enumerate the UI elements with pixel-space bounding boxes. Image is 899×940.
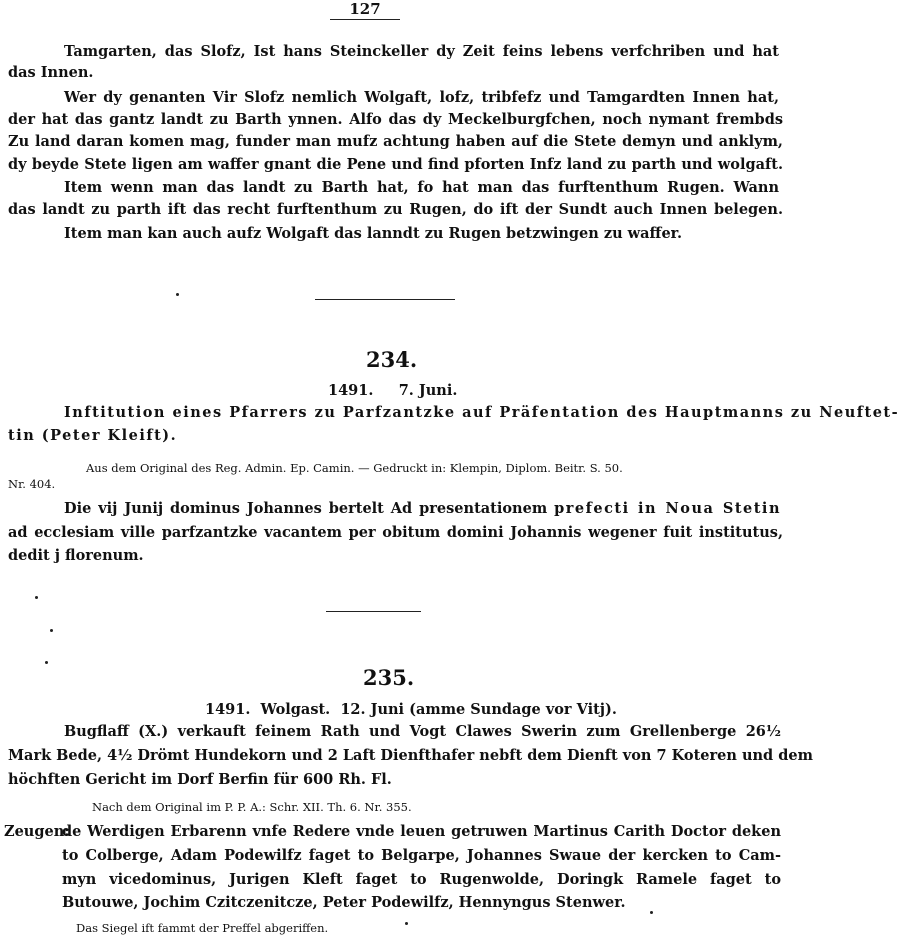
text-span-spaced: prefecti in Noua Stetin [554, 500, 781, 517]
witness-line: de Werdigen Erbarenn vnfe Redere vnde leuen getruwen Martinus Carith Doctor deken [62, 823, 781, 840]
witness-line: to Colberge, Adam Podewilfz faget to Belgarpe, Johannes Swaue der kercken to Cam- [62, 847, 781, 864]
regest-line: höchften Gericht im Dorf Berfin für 600 Rh. Fl. [8, 771, 392, 788]
regest-line: Bugflaff (X.) verkauft feinem Rath und Vogt Clawes Swerin zum Grellenberge 26½ [64, 723, 781, 740]
source-note: Nr. 404. [8, 477, 56, 491]
speck-mark [405, 922, 408, 925]
text-line: Wer dy genanten Vir Slofz nemlich Wolgaft, lofz, tribfefz und Tamgardten Innen hat, [64, 89, 779, 106]
regest-line: tin (Peter Kleift). [8, 427, 178, 444]
seal-note: Das Siegel ift fammt der Preffel abgeriffen. [76, 921, 329, 935]
document-date: 1491. Wolgast. 12. Juni (amme Sundage vor Vitj). [205, 701, 617, 718]
text-line: dedit j florenum. [8, 547, 144, 564]
date-day: 7. Juni. [398, 382, 458, 399]
speck-mark [45, 661, 48, 664]
text-line: der hat das gantz landt zu Barth ynnen. Alfo das dy Meckelburgfchen, noch nymant frembds [8, 111, 783, 128]
text-line: Item wenn man das landt zu Barth hat, fo hat man das furftenthum Rugen. Wann [64, 179, 779, 196]
speck-mark [176, 293, 179, 296]
regest-line: Mark Bede, 4½ Drömt Hundekorn und 2 Laft Dienfthafer nebft dem Dienft von 7 Koteren und dem [8, 747, 813, 764]
date-year: 1491. [328, 382, 374, 399]
document-number: 235. [363, 665, 415, 690]
text-line [64, 499, 781, 519]
source-note: Aus dem Original des Reg. Admin. Ep. Camin. — Gedruckt in: Klempin, Diplom. Beitr. S. 50. [86, 461, 623, 475]
text-line: Item man kan auch aufz Wolgaft das lanndt zu Rugen betzwingen zu waffer. [64, 225, 683, 242]
text-line: das Innen. [8, 64, 94, 81]
speck-mark [50, 629, 53, 632]
witnesses-label: Zeugen: [4, 823, 70, 840]
source-note: Nach dem Original im P. P. A.: Schr. XII. Th. 6. Nr. 355. [92, 800, 412, 814]
regest-line: Inftitution eines Pfarrers zu Parfzantzke auf Präfentation des Hauptmanns zu Neuftet- [64, 404, 899, 421]
page-number: 127 [349, 0, 381, 18]
text-line: das landt zu parth ift das recht furftenthum zu Rugen, do ift der Sundt auch Innen belegen. [8, 201, 783, 218]
speck-mark [35, 596, 38, 599]
header-rule [330, 19, 400, 20]
document-date [328, 381, 528, 401]
section-divider [326, 611, 421, 612]
text-line: Tamgarten, das Slofz, Ist hans Steinckeller dy Zeit feins lebens verfchriben und hat [64, 43, 779, 60]
text-line: Zu land daran komen mag, funder man mufz achtung haben auf die Stete demyn und anklym, [8, 133, 783, 150]
section-divider [315, 299, 455, 300]
text-line: dy beyde Stete ligen am waffer gnant die Pene und find pforten Infz land zu parth und wolgaft. [8, 156, 783, 173]
witness-line: Butouwe, Jochim Czitczenitcze, Peter Podewilfz, Hennyngus Stenwer. [62, 894, 626, 911]
text-span: Die vij Junij dominus Johannes bertelt Ad presentationem [64, 500, 548, 517]
text-line: ad ecclesiam ville parfzantzke vacantem per obitum domini Johannis wegener fuit institutus, [8, 524, 783, 541]
witness-line: myn vicedominus, Jurigen Kleft faget to Rugenwolde, Doringk Ramele faget to [62, 871, 781, 888]
speck-mark [650, 911, 653, 914]
document-number: 234. [366, 347, 418, 372]
